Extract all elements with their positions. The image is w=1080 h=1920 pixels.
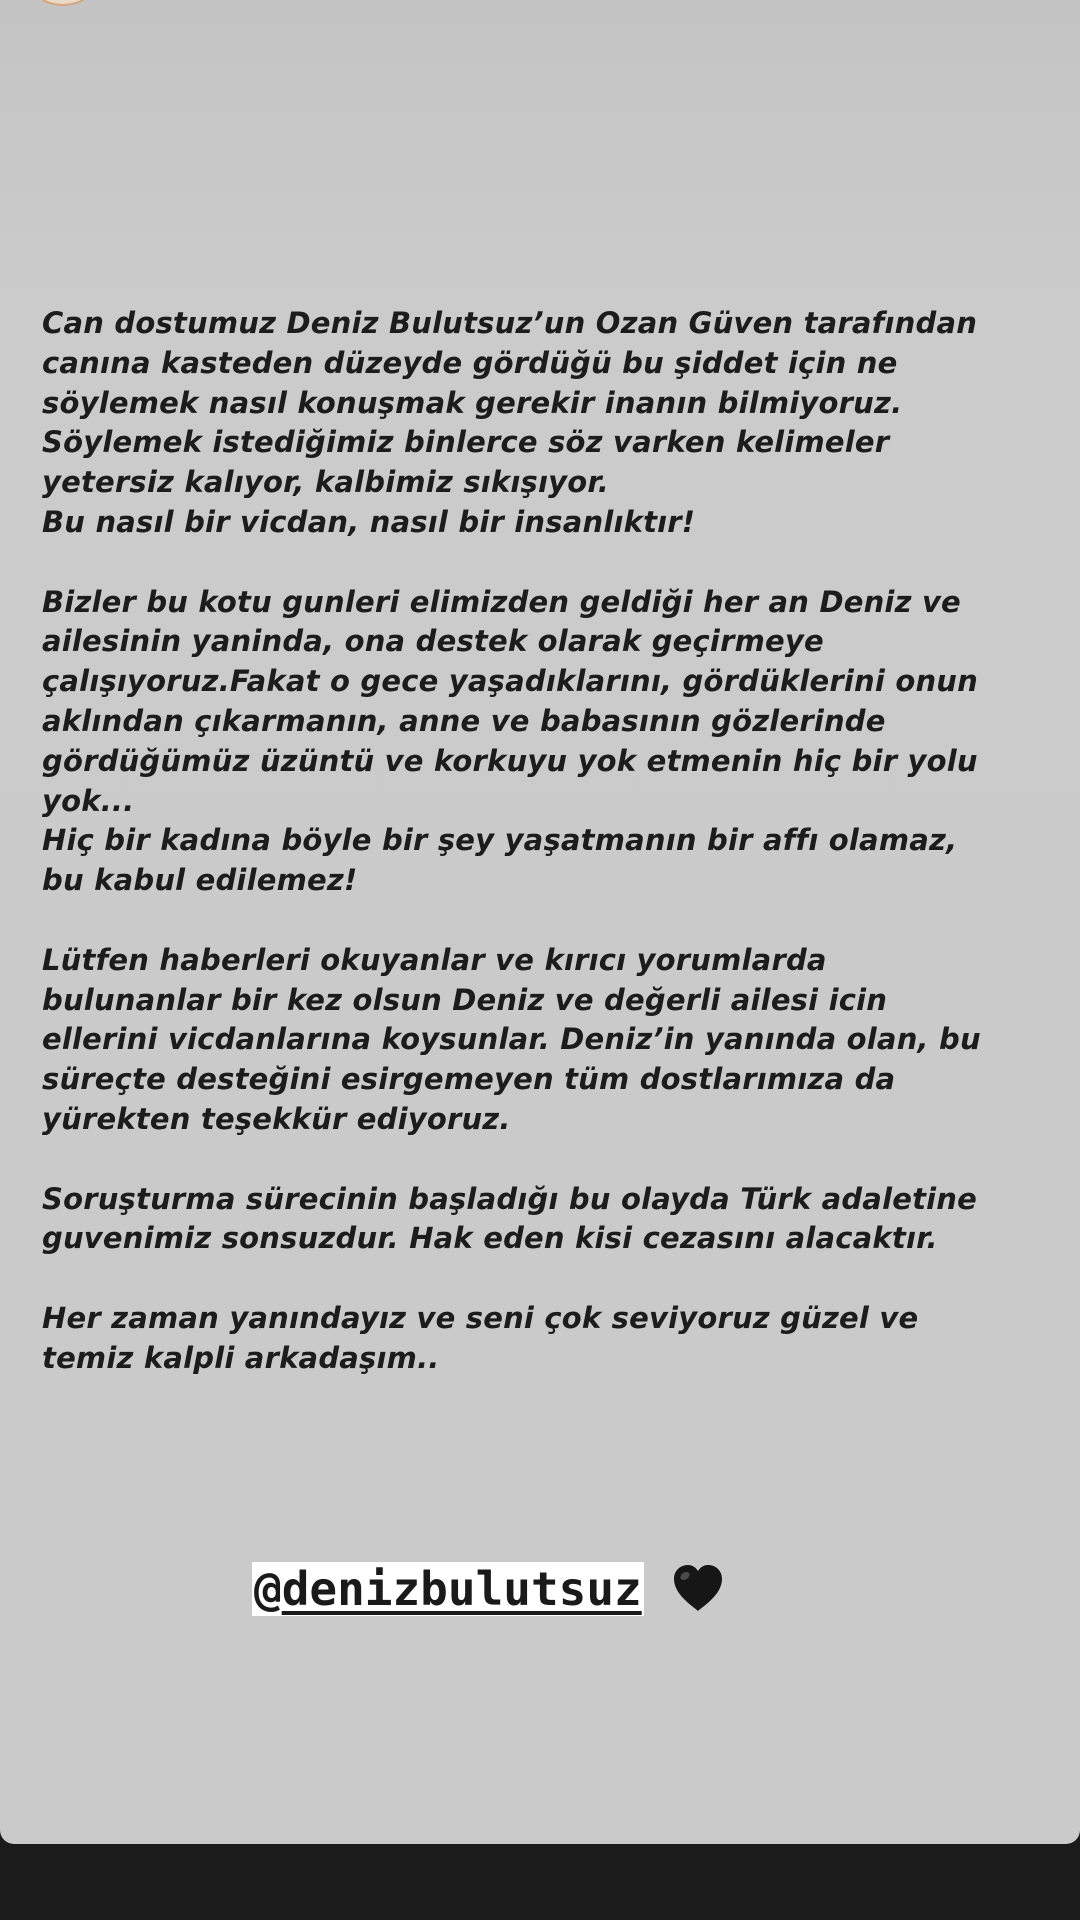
mention-row <box>252 1556 726 1622</box>
text-line: bu kabul edilemez! <box>42 863 358 898</box>
text-line: guvenimiz sonsuzdur. Hak eden kisi cezasını alacaktır. <box>42 1221 938 1256</box>
text-line: yürekten teşekkür ediyoruz. <box>42 1101 511 1136</box>
text-line: Lütfen haberleri okuyanlar ve kırıcı yorumlarda <box>42 942 827 977</box>
paragraph <box>42 941 1052 1140</box>
bottom-bar <box>0 1844 1080 1920</box>
text-line: Her zaman yanındayız ve seni çok seviyoruz güzel ve <box>42 1300 919 1335</box>
text-line: temiz kalpli arkadaşım.. <box>42 1340 440 1375</box>
story-text <box>42 304 1052 1418</box>
profile-avatar[interactable] <box>34 0 92 4</box>
text-line: gördüğümüz üzüntü ve korkuyu yok etmenin hiç bir yolu <box>42 743 978 778</box>
mention-handle: denizbulutsuz <box>281 1562 642 1616</box>
text-line: Söylemek istediğimiz binlerce söz varken kelimeler <box>42 425 890 460</box>
text-line: yetersiz kalıyor, kalbimiz sıkışıyor. <box>42 465 609 500</box>
text-line: aklından çıkarmanın, anne ve babasının gözlerinde <box>42 703 886 738</box>
text-line: ailesinin yaninda, ona destek olarak geçirmeye <box>42 624 824 659</box>
text-line: Can dostumuz Deniz Bulutsuz’un Ozan Güven tarafından <box>42 306 978 340</box>
text-line: süreçte desteğini esirgemeyen tüm dostlarımıza da <box>42 1062 896 1097</box>
paragraph <box>42 1299 1052 1379</box>
text-line: Bizler bu kotu gunleri elimizden geldiği her an Deniz ve <box>42 584 961 619</box>
text-line: ellerini vicdanlarına koysunlar. Deniz’in yanında olan, bu <box>42 1022 981 1057</box>
text-line: Soruşturma sürecinin başladığı bu olayda Türk adaletine <box>42 1181 978 1216</box>
black-heart-icon <box>670 1561 726 1617</box>
text-line: söylemek nasıl konuşmak gerekir inanın bilmiyoruz. <box>42 385 903 420</box>
text-line: Bu nasıl bir vicdan, nasıl bir insanlıktır! <box>42 504 696 539</box>
mention-at-sign: @ <box>254 1562 282 1616</box>
paragraph <box>42 1180 1052 1260</box>
text-line: Hiç bir kadına böyle bir şey yaşatmanın bir affı olamaz, <box>42 823 958 858</box>
mention-sticker[interactable] <box>252 1562 644 1616</box>
text-line: canına kasteden düzeyde gördüğü bu şiddet için ne <box>42 345 898 380</box>
paragraph <box>42 304 1052 543</box>
text-line: çalışıyoruz.Fakat o gece yaşadıklarını, gördüklerini onun <box>42 664 978 699</box>
text-line: yok... <box>42 783 135 818</box>
paragraph <box>42 583 1052 901</box>
text-line: bulunanlar bir kez olsun Deniz ve değerli ailesi icin <box>42 982 888 1017</box>
